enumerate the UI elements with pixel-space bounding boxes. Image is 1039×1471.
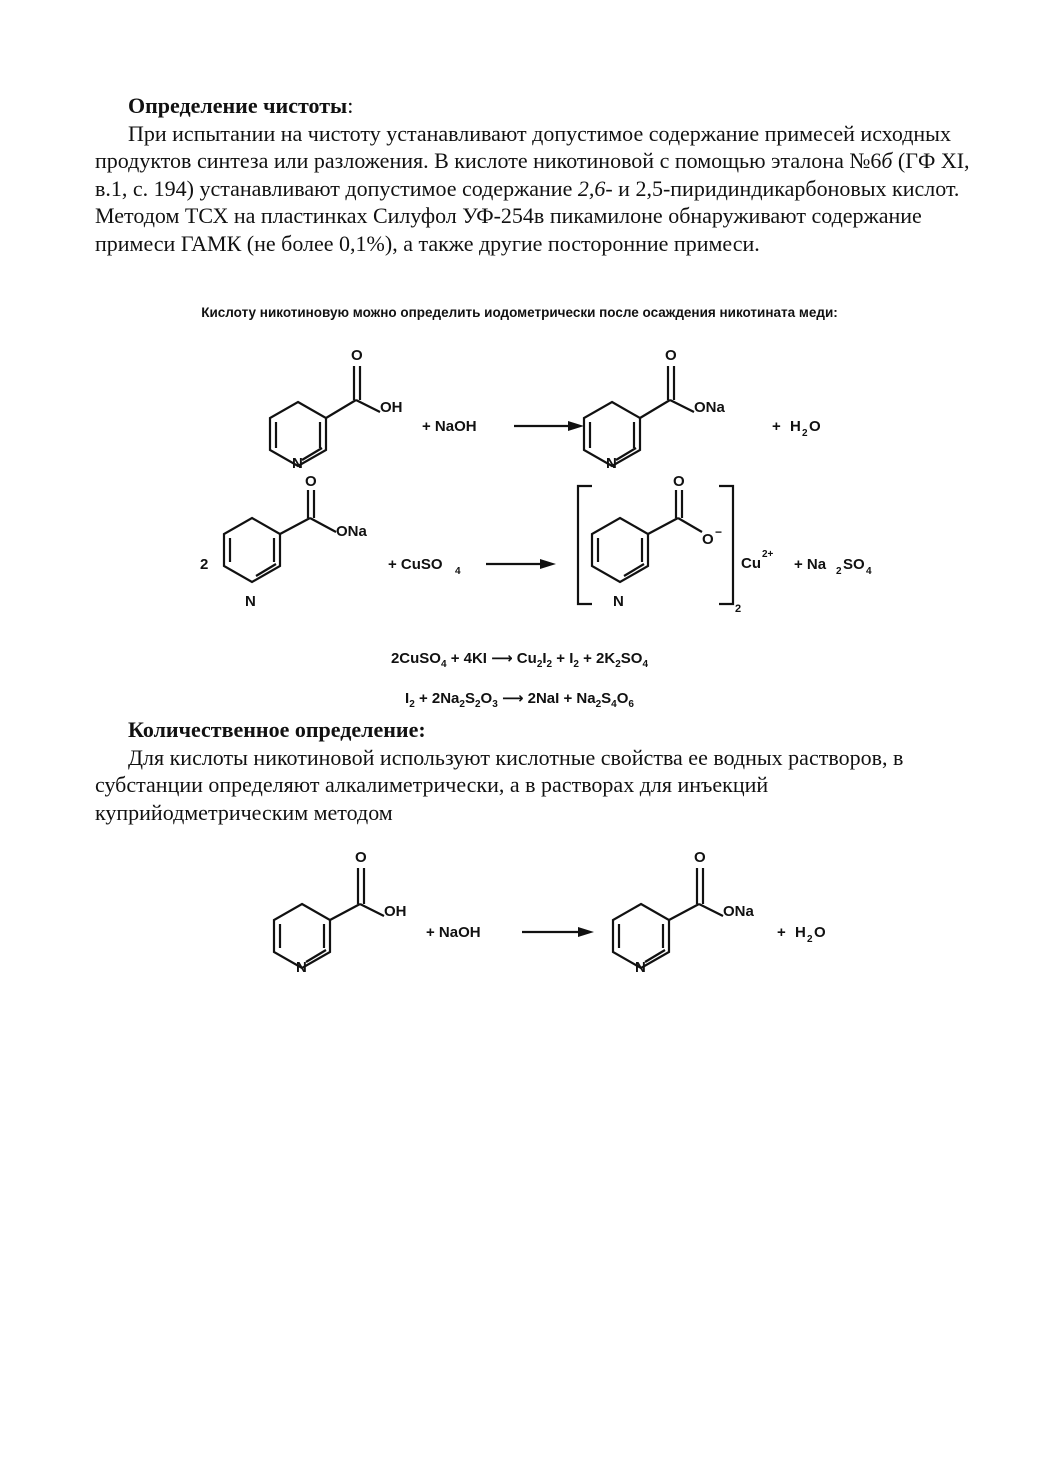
carbonyl-o: O [665,347,677,364]
purity-section [95,92,975,257]
water-sub: 2 [807,934,813,945]
purity-text-2: (ГФ XI, в.1, с. 194) устанавливают допустимое содержание [95,148,970,201]
ring-n: N [296,959,307,976]
equation-4: $I_2 + 2Na_2S_2O_3$ ⟶ $2NaI + Na_2S_4O_6$ [405,690,634,710]
plus-sign: + [772,418,781,435]
sodium-salt-label: ONa [694,399,725,416]
copper-ion: Cu [741,555,761,572]
plus-sign: + [777,924,786,941]
reagent-naoh: + NaOH [422,418,477,435]
bracket-subscript: 2 [735,603,742,615]
minus-charge: − [715,525,723,539]
quant-section [95,716,975,826]
carbonyl-o: O [305,473,317,490]
reagent-cuso4: + CuSO [388,556,443,573]
quant-paragraph: Для кислоты никотиновой используют кислотные свойства ее водных растворов, в субстанции определяют алкалиметрически, а в растворах для инъекций куприйодметрическим методом [95,744,904,825]
purity-text-1: При испытании на чистоту устанавливают допустимое содержание примесей исходных продуктов синтеза или разложения. В кислоте никотиновой с помощью эталона №6 [95,120,951,173]
ring-n: N [635,959,646,976]
purity-text-3: и 2,5-пиридиндикарбоновых кислот. Методом ТСХ на пластинках Силуфол УФ-254в пикамилоне обнаруживают содержание примеси ГАМК (не более 0,1%), а также другие посторонние примеси. [95,175,960,256]
arrow-icon [578,927,594,937]
quant-heading: Количественное определение: [128,717,426,742]
water-o: O [814,924,826,941]
sodium-salt-label: ONa [723,903,754,920]
ring-n: N [292,455,303,472]
reaction-1 [0,340,1039,470]
byproduct-sub2: 4 [866,566,872,577]
byproduct-so: SO [843,556,865,573]
hydroxyl-label: OH [380,399,403,416]
hydroxyl-label: OH [384,903,407,920]
copper-charge: 2+ [762,549,774,560]
purity-text-ital-2: 2,6- [577,175,613,201]
reagent-naoh: + NaOH [426,924,481,941]
equation-3: 2CuSO$_4$ + 4KI ⟶ $Cu_2I_2 + I_2 + 2K_2SO_4$ [390,650,649,670]
ring-n: N [245,593,256,610]
purity-heading: Определение чистоты [128,93,348,118]
water-h: H [790,418,801,435]
reaction-3 [0,848,1039,988]
carbonyl-o: O [694,849,706,866]
arrow-icon [540,559,556,569]
coefficient: 2 [200,556,209,573]
byproduct-na: + Na [794,556,827,573]
purity-heading-colon: : [347,93,354,118]
purity-paragraph [95,120,975,258]
ring-n: N [606,455,617,472]
purity-text-ital-1: б [881,148,893,173]
ring-n: N [613,593,624,610]
byproduct-sub1: 2 [836,566,842,577]
carboxylate-o: O [702,531,714,548]
scheme-caption: Кислоту никотиновую можно определить иодометрически после осаждения никотината меди: [201,305,838,320]
water-o: O [809,418,821,435]
carbonyl-o: O [351,347,363,364]
reaction-2 [0,473,1039,618]
arrow-icon [568,421,584,431]
water-sub: 2 [802,428,808,439]
sodium-salt-label: ONa [336,523,367,540]
purity-heading-line [95,92,975,120]
water-h: H [795,924,806,941]
reagent-cuso4-sub: 4 [455,566,461,577]
carbonyl-o: O [673,473,685,490]
carbonyl-o: O [355,849,367,866]
